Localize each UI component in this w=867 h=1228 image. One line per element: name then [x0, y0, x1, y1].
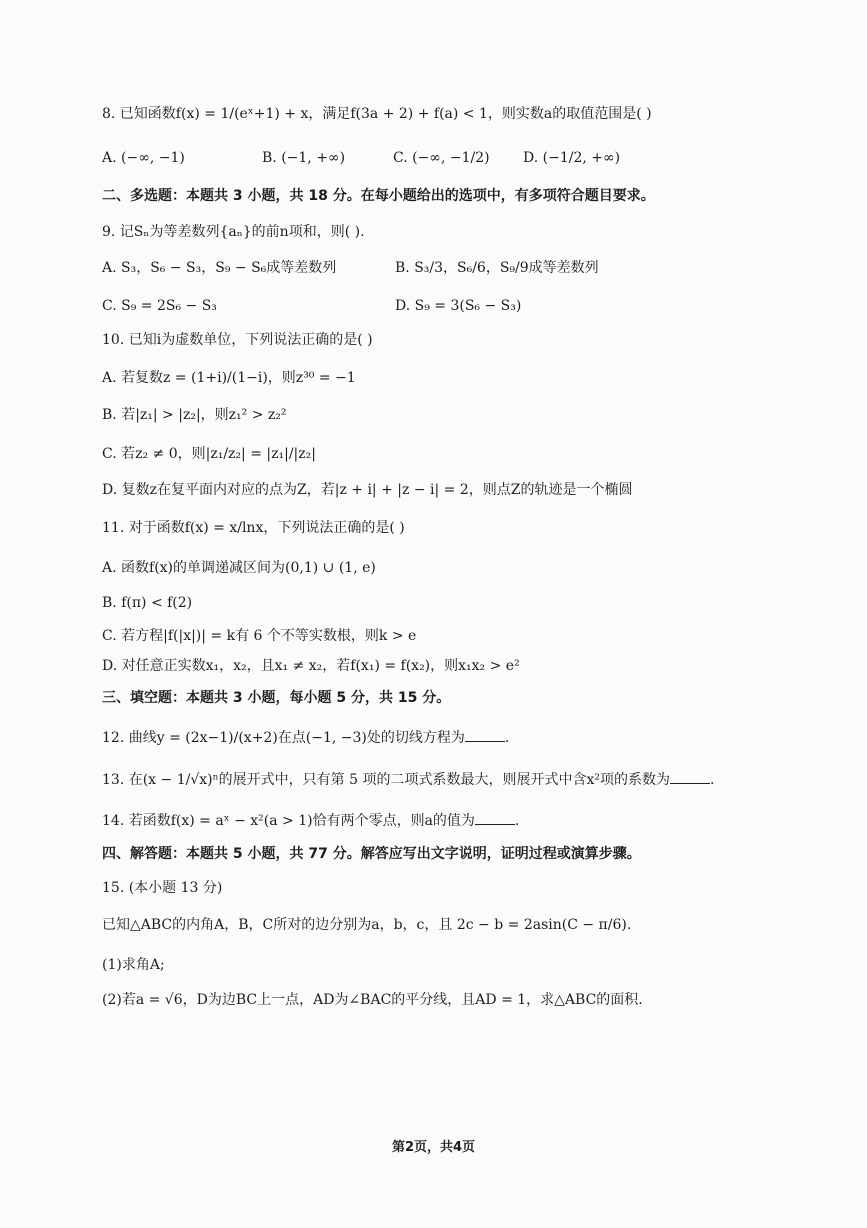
q12-stem: 12. 曲线y = (2x−1)/(x+2)在点(−1, −3)处的切线方程为: [102, 730, 465, 746]
q8-option-d: D. (−1/2, +∞): [523, 150, 621, 166]
q14: [102, 811, 807, 831]
q11-stem: 11. 对于函数f(x) = x/lnx，下列说法正确的是( ): [102, 520, 405, 536]
q9-option-d: D. S₉ = 3(S₆ − S₃): [395, 298, 522, 314]
q11-option-b: B. f(π) < f(2): [102, 595, 193, 611]
q12: [102, 728, 807, 748]
q11-option-a: A. 函数f(x)的单调递减区间为(0,1) ∪ (1, e): [102, 560, 376, 576]
section-heading-solve: 四、解答题：本题共 5 小题，共 77 分。解答应写出文字说明，证明过程或演算步骤。: [102, 846, 641, 862]
q12-tail: .: [504, 730, 510, 746]
page-footer: 第2页，共4页: [391, 1140, 476, 1155]
q8-stem: 8. 已知函数f(x) = 1/(eˣ+1) + x，满足f(3a + 2) + f(a) < 1，则实数a的取值范围是( ): [102, 106, 652, 122]
q8-option-a: A. (−∞, −1): [102, 150, 185, 166]
q14-tail: .: [514, 813, 520, 829]
q10-option-d: D. 复数z在复平面内对应的点为Z，若|z + i| + |z − i| = 2，则点Z的轨迹是一个椭圆: [102, 482, 633, 498]
q13: [102, 770, 807, 790]
q11-option-c: C. 若方程|f(|x|)| = k有 6 个不等实数根，则k > e: [102, 628, 417, 644]
q15-stem: 已知△ABC的内角A，B，C所对的边分别为a，b，c，且 2c − b = 2asin(C − π/6).: [102, 917, 632, 933]
q10-option-b: B. 若|z₁| > |z₂|，则z₁² > z₂²: [102, 407, 287, 423]
q9-option-a: A. S₃，S₆ − S₃，S₉ − S₆成等差数列: [102, 260, 337, 276]
q14-answer-blank[interactable]: [475, 812, 515, 825]
q15-header: 15. (本小题 13 分): [102, 880, 223, 896]
q15-part2: (2)若a = √6，D为边BC上一点，AD为∠BAC的平分线，且AD = 1，求△ABC的面积.: [102, 992, 643, 1008]
q10-option-a: A. 若复数z = (1+i)/(1−i)，则z³⁰ = −1: [102, 370, 356, 386]
q13-answer-blank[interactable]: [670, 771, 710, 784]
q15-part1: (1)求角A;: [102, 957, 165, 973]
q9-option-c: C. S₉ = 2S₆ − S₃: [102, 298, 217, 314]
q10-option-c: C. 若z₂ ≠ 0，则|z₁/z₂| = |z₁|/|z₂|: [102, 446, 316, 462]
q14-stem: 14. 若函数f(x) = aˣ − x²(a > 1)恰有两个零点，则a的值为: [102, 813, 475, 829]
section-heading-multi-choice: 二、多选题：本题共 3 小题，共 18 分。在每小题给出的选项中，有多项符合题目要求。: [102, 188, 655, 204]
q9-option-b: B. S₃/3，S₆/6，S₉/9成等差数列: [395, 260, 599, 276]
q13-stem: 13. 在(x − 1/√x)ⁿ的展开式中，只有第 5 项的二项式系数最大，则展开式中含x²项的系数为: [102, 772, 670, 788]
section-heading-fill-blank: 三、填空题：本题共 3 小题，每小题 5 分，共 15 分。: [102, 690, 451, 706]
q8-option-b: B. (−1, +∞): [262, 150, 346, 166]
q8-option-c: C. (−∞, −1/2): [393, 150, 490, 166]
q11-option-d: D. 对任意正实数x₁，x₂，且x₁ ≠ x₂，若f(x₁) = f(x₂)，则x₁x₂ > e²: [102, 658, 520, 674]
q12-answer-blank[interactable]: [465, 729, 505, 742]
q10-stem: 10. 已知i为虚数单位，下列说法正确的是( ): [102, 332, 373, 348]
q9-stem: 9. 记Sₙ为等差数列{aₙ}的前n项和，则( ).: [102, 224, 365, 240]
q13-tail: .: [709, 772, 715, 788]
